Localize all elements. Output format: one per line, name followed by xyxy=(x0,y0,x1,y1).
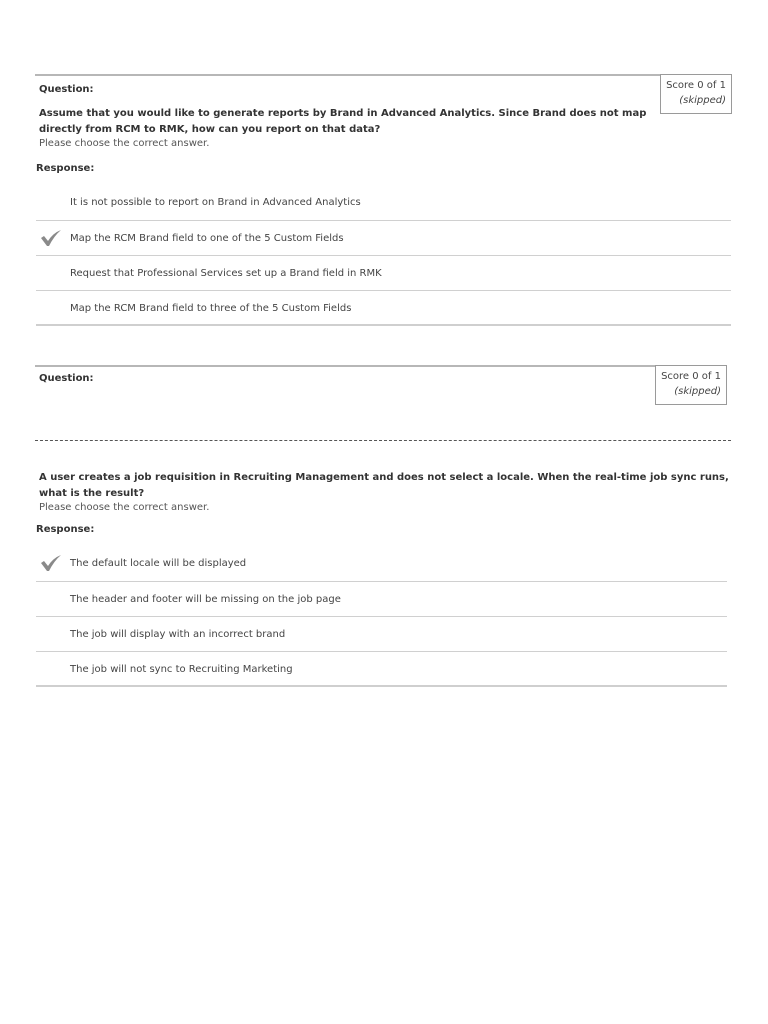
answer-option xyxy=(36,221,731,256)
question-2-label: Question: xyxy=(39,373,94,384)
answer-option-text: Map the RCM Brand field to three of the 5 Custom Fields xyxy=(70,303,352,314)
question-1-text-line2: directly from RCM to RMK, how can you report on that data? xyxy=(39,124,381,135)
question-2-top-rule xyxy=(35,365,657,367)
answer-option xyxy=(36,291,731,326)
question-2-instruction: Please choose the correct answer. xyxy=(39,502,210,513)
question-1-text-line1: Assume that you would like to generate reports by Brand in Advanced Analytics. Since Brand does not map xyxy=(39,108,647,119)
question-1-status: (skipped) xyxy=(679,95,726,106)
question-2-score: Score 0 of 1 xyxy=(661,371,721,382)
checkmark-icon xyxy=(40,554,62,572)
page-break-divider xyxy=(35,440,731,441)
answer-option-text: The job will not sync to Recruiting Marketing xyxy=(70,664,293,675)
question-1-instruction: Please choose the correct answer. xyxy=(39,138,210,149)
question-2-text-line1: A user creates a job requisition in Recruiting Management and does not select a locale. When the real-time job sync runs, xyxy=(39,472,729,483)
question-1-score-box xyxy=(660,74,732,114)
answer-option-text: Map the RCM Brand field to one of the 5 Custom Fields xyxy=(70,233,344,244)
answer-option xyxy=(36,582,727,617)
question-2-text xyxy=(39,470,739,502)
question-2-status: (skipped) xyxy=(674,386,721,397)
answer-option-text: It is not possible to report on Brand in Advanced Analytics xyxy=(70,197,361,208)
question-2-text-line2: what is the result? xyxy=(39,488,145,499)
answer-option-text: The job will display with an incorrect brand xyxy=(70,629,286,640)
answer-option xyxy=(36,546,727,582)
answer-option xyxy=(36,185,731,221)
question-1-top-rule xyxy=(35,74,662,76)
checkmark-icon xyxy=(40,229,62,247)
question-1-options xyxy=(36,185,731,326)
question-1-response-label: Response: xyxy=(36,163,95,174)
answer-option xyxy=(36,256,731,291)
question-2-options xyxy=(36,546,727,687)
answer-option-text: The default locale will be displayed xyxy=(70,558,247,569)
answer-option-text: Request that Professional Services set up a Brand field in RMK xyxy=(70,268,382,279)
question-1-label: Question: xyxy=(39,84,94,95)
question-1-text xyxy=(39,106,654,138)
question-1-score: Score 0 of 1 xyxy=(666,80,726,91)
answer-option xyxy=(36,652,727,687)
answer-option xyxy=(36,617,727,652)
question-2-score-box xyxy=(655,365,727,405)
question-2-response-label: Response: xyxy=(36,524,95,535)
answer-option-text: The header and footer will be missing on the job page xyxy=(70,594,341,605)
